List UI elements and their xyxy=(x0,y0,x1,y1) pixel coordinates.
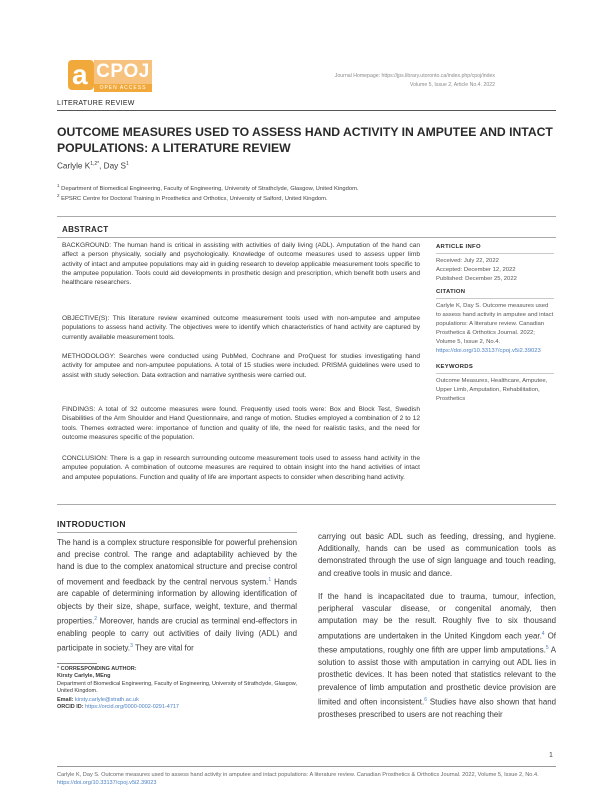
accepted-date: Accepted: December 12, 2022 xyxy=(436,267,516,273)
corr-heading: CORRESPONDING AUTHOR: xyxy=(60,666,137,672)
logo-subtitle: OPEN ACCESS xyxy=(94,84,152,92)
footer-doi-link[interactable]: https://doi.org/10.33137/cpoj.v5i2.39023 xyxy=(57,780,157,786)
reference-link[interactable]: 2 xyxy=(94,615,98,622)
abstract-heading: ABSTRACT xyxy=(62,225,109,234)
journal-homepage[interactable]: Journal Homepage: https://jps.library.utoronto.ca/index.php/cpoj/index xyxy=(334,73,495,79)
logo-wordmark: CPOJ xyxy=(94,60,152,84)
reference-link[interactable]: 6 xyxy=(424,696,427,703)
reference-link[interactable]: 5 xyxy=(545,645,549,652)
affiliation-1: $^1$ Department of Biomedical Engineering, Faculty of Engineering, University of Strathclyde, Glasgow, United Kingdom. xyxy=(57,183,359,192)
journal-meta xyxy=(335,72,495,90)
intro-right-paragraph-1: carrying out basic ADL such as feeding, dressing, and hygiene. Additionally, hands can be used as communication tools as demonstrated through the use of sign language and touch reading, and creative tools in music and dance. xyxy=(318,532,556,578)
intro-right-paragraph-2: If the hand is incapacitated due to trauma, tumour, infection, peripheral vascular disease, or congenital anomaly, then amputation may be the result. Roughly five to six thousand amputations are undertaken in the United Kingdom each year.$^4$ Of these amputations, roughly one fifth are upper limb amputations.$^5$ A solution to assist those with amputation in carrying out ADL lies in prosthetic devices. It has been noted that statistics relevant to the prevalence of limb amputation and prosthetic device provision are limited and often inconsistent.$^6$ Studies have also shown that hand prostheses prescribed to users are not reaching their xyxy=(318,592,556,719)
orcid-link[interactable]: https://orcid.org/0000-0002-0291-4717 xyxy=(85,704,179,711)
article-info-panel xyxy=(436,244,554,404)
journal-logo xyxy=(68,58,152,96)
citation-text: Carlyle K, Day S. Outcome measures used to assess hand activity in amputee and intact populations: A literature review. Canadian Prosthetics & Orthotics Journal. 2022; Volume 5, Issue 2, No.4. xyxy=(436,303,554,345)
introduction-heading: INTRODUCTION xyxy=(57,519,126,529)
abstract-background: BACKGROUND: The human hand is critical in assisting with activities of daily living (ADL). Amputation of the hand can affect a person physically, socially and psychologically. Knowledge of outcome measures used to assess upper limb activity of intact and amputee populations may aid in guiding research to develop applicable measurement tools specific to the amputee population. Tools could aid developments in prosthetic design and prescription, which benefit both users and healthcare researchers. xyxy=(62,242,420,287)
citation-doi-link[interactable]: https://doi.org/10.33137/cpoj.v5i2.39023 xyxy=(436,348,541,354)
footer-divider xyxy=(57,766,556,767)
email-link[interactable]: kirsty.carlyle@strath.ac.uk xyxy=(75,696,139,703)
corresponding-author-box: * CORRESPONDING AUTHOR: Kirsty Carlyle, MEng Department of Biomedical Engineering, Faculty of Engineering, University of Strathclyde, Glasgow, United Kingdom. Email: kirsty.carlyle@strath.ac.uk ORCID ID: https://orcid.org/0000-0002-0291-4717 xyxy=(57,666,297,711)
corr-name: Kirsty Carlyle, MEng xyxy=(57,673,111,680)
corr-divider xyxy=(57,663,97,664)
volume-info: Volume 5, Issue 2, Article No.4. 2022 xyxy=(409,82,495,88)
section-label: LITERATURE REVIEW xyxy=(57,100,135,107)
footer-citation: Carlyle K, Day S. Outcome measures used to assess hand activity in amputee and intact populations: A literature review. Canadian Prosthetics & Orthotics Journal. 2022, Volume 5, Issue 2, No.4. https://doi.org/10.33137/cpoj.v5i2.39023 xyxy=(57,772,539,786)
intro-rule xyxy=(57,532,297,533)
abstract-objectives: OBJECTIVE(S): This literature review examined outcome measurement tools used with non-amputee and amputee populations to assess hand activity. The objectives were to identify which characteristics of hand activity are captured by currently available measurement tools. xyxy=(62,315,420,341)
article-info-heading: ARTICLE INFO xyxy=(436,244,481,250)
intro-left-paragraph: The hand is a complex structure responsible for powerful prehension and precise control. The range and adaptability achieved by the hand is due to the complex anatomical structure and precise control of movement and feedback by the central nervous system.$^1$ Hands are capable of determining information by allowing identification of objects by their size, shape, surface, weight, texture, and thermal properties.$^2$ Moreover, hands are crucial as terminal end-effectors in enabling people to carry out activities of daily living (ADL) and participate in society.$^3$ They are vital for xyxy=(57,538,297,653)
abstract-bottom-rule xyxy=(57,504,556,505)
abstract-findings: FINDINGS: A total of 32 outcome measures were found. Frequently used tools were: Box and Block Test, Swedish Disabilities of the Arm Shoulder and Hand Questionnaire, and range of motion. Studies employed a combination of 2 to 12 tools. Themes extracted were: importance of function and quality of life, the need for realistic tasks, and the need for outcome measures specific of the population. xyxy=(62,406,420,441)
page-number: 1 xyxy=(549,752,553,759)
header-divider xyxy=(57,110,556,111)
reference-link[interactable]: 3 xyxy=(130,642,133,649)
corr-department: Department of Biomedical Engineering, Faculty of Engineering, University of Strathclyde, Glasgow, United Kingdom. xyxy=(57,680,297,695)
author-list: Carlyle $K^{1,2*}$, Day $S^1$ xyxy=(57,161,129,171)
open-access-icon: a xyxy=(68,60,94,90)
affiliation-2: $^2$ EPSRC Centre for Doctoral Training in Prosthetics and Orthotics, University of Salford, United Kingdom. xyxy=(57,193,328,202)
keywords-list: Outcome Measures, Healthcare, Amputee, Upper Limb, Amputation, Rehabilitation, Prosthetics xyxy=(436,378,548,402)
article-title: OUTCOME MEASURES USED TO ASSESS HAND ACTIVITY IN AMPUTEE AND INTACT POPULATIONS: A LITERATURE REVIEW xyxy=(57,125,553,155)
reference-link[interactable]: 4 xyxy=(541,630,545,637)
abstract-top-rule xyxy=(57,216,556,217)
received-date: Received: July 22, 2022 xyxy=(436,258,499,264)
abstract-head-rule xyxy=(57,237,556,238)
abstract-methodology: METHODOLOGY: Searches were conducted using PubMed, Cochrane and ProQuest for studies investigating hand activity for amputee and non-amputee populations. A total of 15 studies were included. PRISMA guidelines were used to assist with study selection. Data extraction and narrative synthesis were carried out. xyxy=(62,353,420,379)
citation-heading: CITATION xyxy=(436,289,466,295)
keywords-heading: KEYWORDS xyxy=(436,364,474,370)
abstract-conclusion: CONCLUSION: There is a gap in research surrounding outcome measurement tools used to assess hand activity in the amputee population. A combination of outcome measures are required to obtain insight into the hand activities of intact and amputee populations. Function and quality of life are important aspects to consider when describing hand activity. xyxy=(62,455,420,481)
reference-link[interactable]: 1 xyxy=(268,576,272,583)
published-date: Published: December 25, 2022 xyxy=(436,276,517,282)
